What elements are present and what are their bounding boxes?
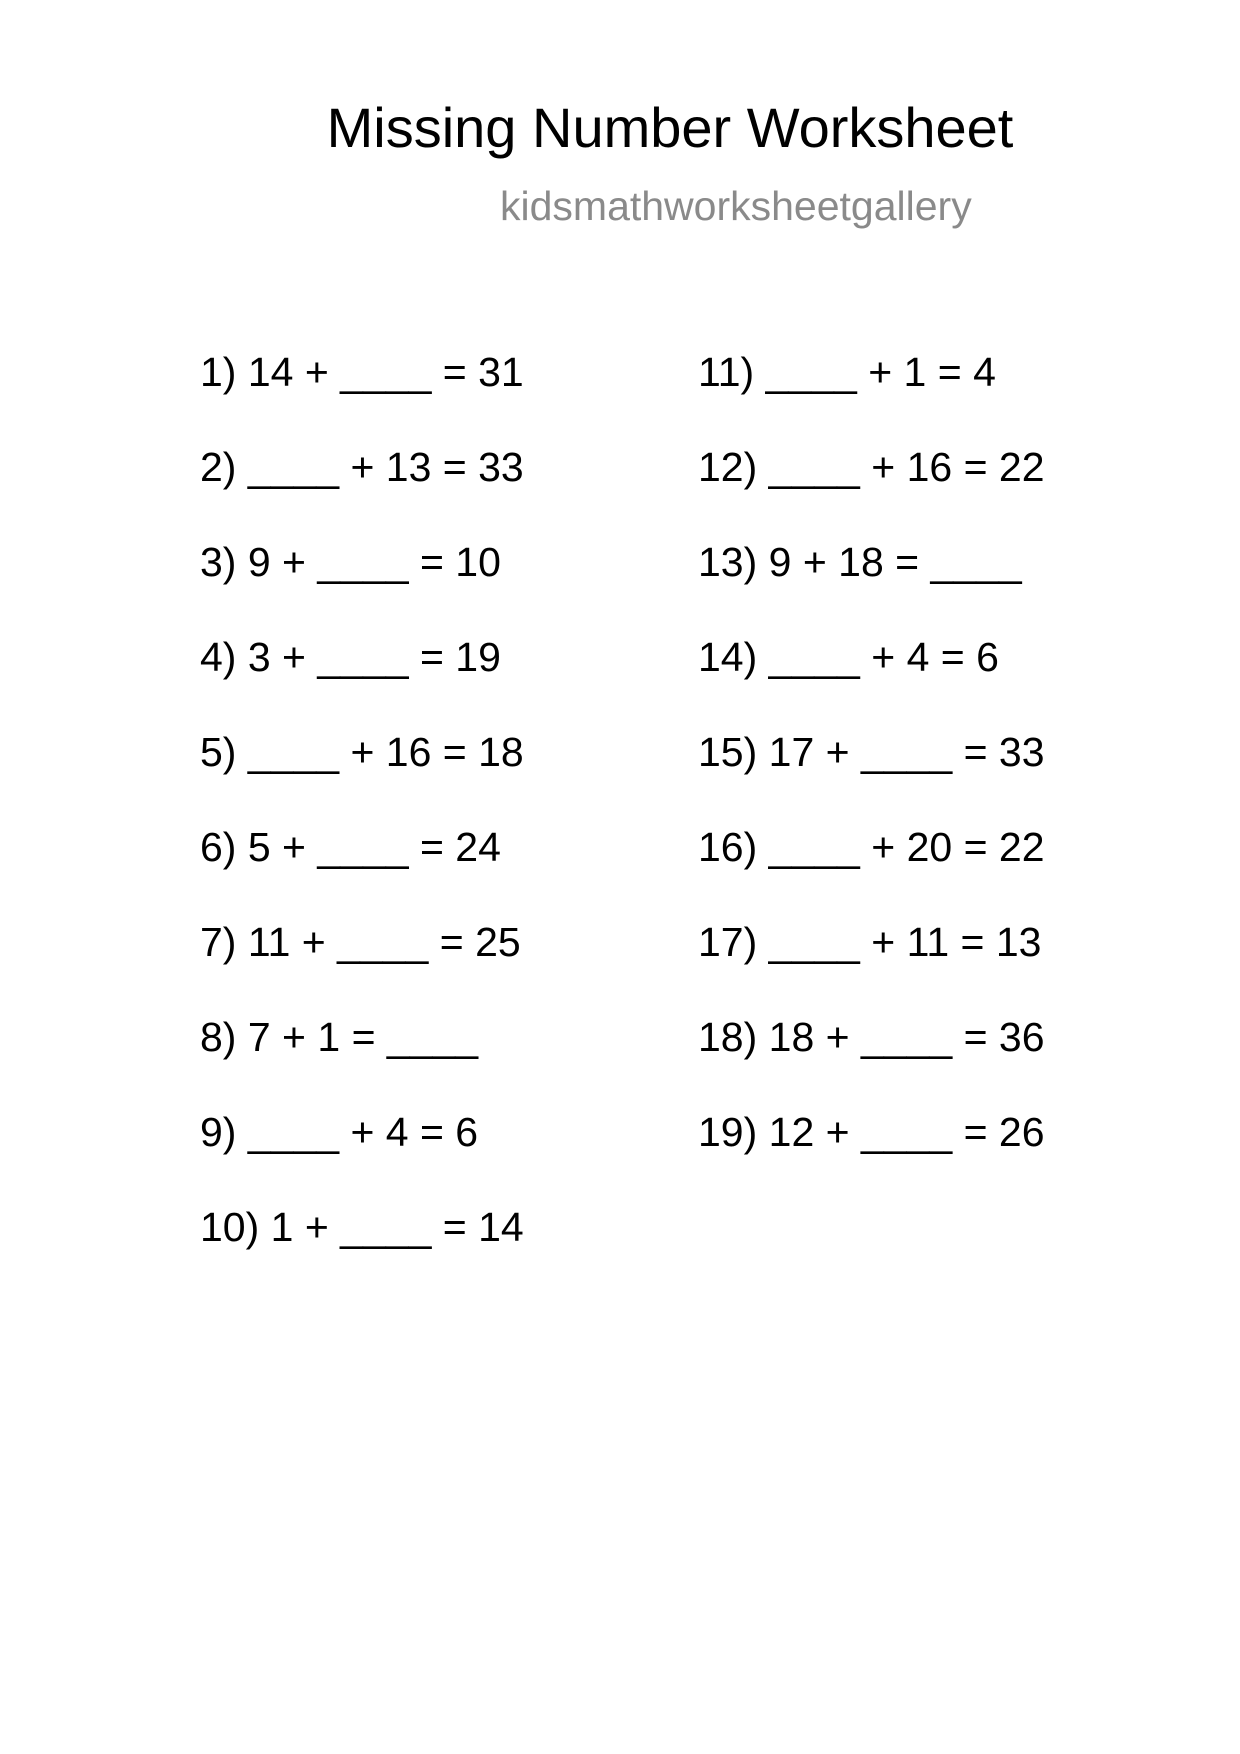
problem-9: 9) ____ + 4 = 6	[200, 1109, 479, 1155]
worksheet-title: Missing Number Worksheet	[326, 96, 1014, 159]
problem-17: 17) ____ + 11 = 13	[698, 919, 1042, 965]
problem-1: 1) 14 + ____ = 31	[200, 349, 524, 395]
problem-13: 13) 9 + 18 = ____	[698, 539, 1022, 585]
problem-10: 10) 1 + ____ = 14	[200, 1204, 524, 1250]
problem-5: 5) ____ + 16 = 18	[200, 729, 524, 775]
problem-8: 8) 7 + 1 = ____	[200, 1014, 479, 1060]
problem-2: 2) ____ + 13 = 33	[200, 444, 524, 490]
worksheet-source: kidsmathworksheetgallery	[500, 183, 972, 229]
problem-14: 14) ____ + 4 = 6	[698, 634, 999, 680]
problem-15: 15) 17 + ____ = 33	[698, 729, 1045, 775]
problem-12: 12) ____ + 16 = 22	[698, 444, 1045, 490]
problem-11: 11) ____ + 1 = 4	[698, 349, 996, 395]
problem-18: 18) 18 + ____ = 36	[698, 1014, 1045, 1060]
problem-3: 3) 9 + ____ = 10	[200, 539, 501, 585]
problem-16: 16) ____ + 20 = 22	[698, 824, 1045, 870]
problem-6: 6) 5 + ____ = 24	[200, 824, 501, 870]
problem-19: 19) 12 + ____ = 26	[698, 1109, 1045, 1155]
problem-4: 4) 3 + ____ = 19	[200, 634, 501, 680]
problem-7: 7) 11 + ____ = 25	[200, 919, 521, 965]
